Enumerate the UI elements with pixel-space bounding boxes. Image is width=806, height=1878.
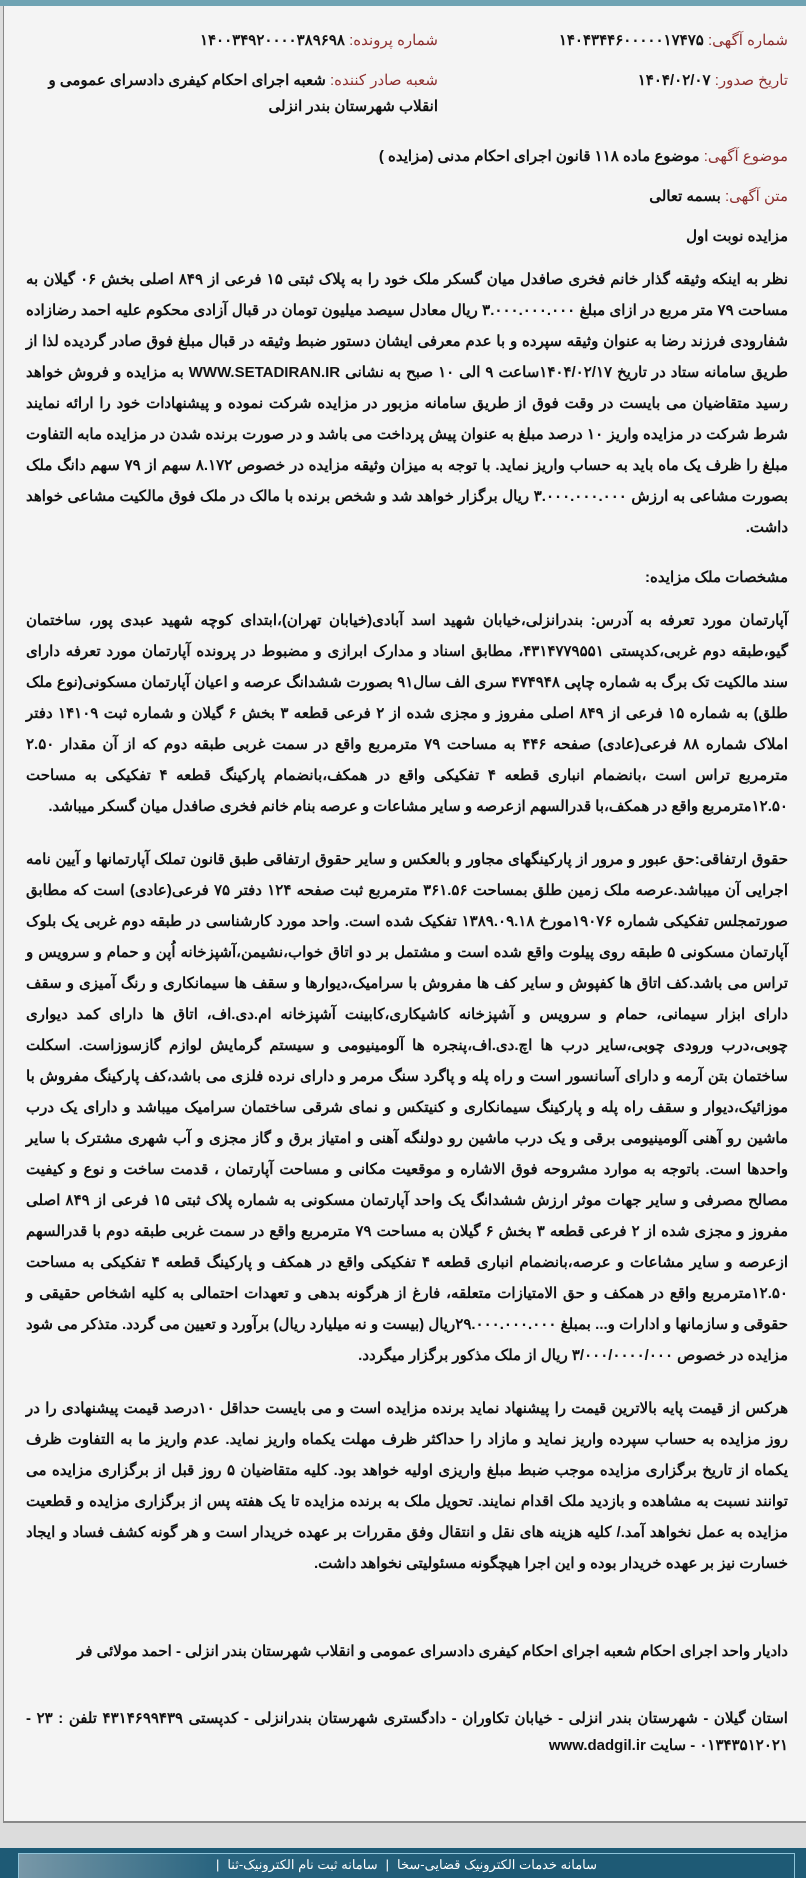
ad-text-intro: متن آگهی: بسمه تعالی bbox=[649, 188, 788, 205]
specs-heading: مشخصات ملک مزایده: bbox=[645, 569, 788, 586]
notice-content bbox=[26, 28, 788, 1759]
signature: دادیار واحد اجرای احکام شعبه اجرای احکام کیفری دادسرای عمومی و انقلاب شهرستان بندر انزلی - احمد مولائی فر bbox=[77, 1643, 788, 1660]
notice-panel bbox=[3, 6, 806, 1823]
footer-link-sana[interactable]: سامانه ثبت نام الکترونیک-ثنا bbox=[227, 1857, 378, 1872]
footer-link-sakha[interactable]: سامانه خدمات الکترونیک قضایی-سخا bbox=[397, 1857, 598, 1872]
issue-date: تاریخ صدور: ۱۴۰۴/۰۲/۰۷ bbox=[637, 72, 788, 89]
footer-separator: | bbox=[215, 1857, 220, 1872]
footer-separator: | bbox=[385, 1857, 390, 1872]
file-number: شماره پرونده: ۱۴۰۰۳۴۹۲۰۰۰۰۳۸۹۶۹۸ bbox=[199, 32, 438, 49]
header-row-2 bbox=[26, 68, 788, 120]
contact-address: استان گیلان - شهرستان بندر انزلی - خیابان تکاوران - دادگستری شهرستان بندرانزلی - کدپستی ۴۳۱۴۶۹۹۴۳۹ تلفن : ۲۳ - ۰۱۳۴۳۵۱۲۰۲۱ - سایت www.dadgil.ir bbox=[26, 1710, 788, 1754]
paragraph-auction-terms: نظر به اینکه وثیقه گذار خانم فخری صافدل میان گسکر ملک خود را به پلاک ثبتی ۱۵ فرعی از ۸۴۹ اصلی بخش ۰۶ گیلان به مساحت ۷۹ متر مربع در ازای مبلغ ۳.۰۰۰.۰۰۰.۰۰۰ ریال معادل سیصد میلیون تومان در قبال آزادی محکوم علیه احمد رضازاده شفارودی فرزند رضا به عنوان وثیقه سپرده و با عدم معرفی ایشان دستور ضبط وثیقه در قبال مبلغ فوق صادر گردیده لذا از طریق سامانه ستاد در تاریخ ۱۴۰۴/۰۲/۱۷ساعت ۹ الی ۱۰ صبح به نشانی WWW.SETADIRAN.IR به مزایده و فروش خواهد رسید متقاضیان می بایست در وقت فوق از طریق سامانه مزبور در مزایده شرکت نموده و پیشنهادات خود را ارائه نمایند شرط شرکت در مزایده واریز ۱۰ درصد مبلغ به عنوان پیش پرداخت می باشد و در صورت برنده شدن در مزایده مابه التفاوت مبلغ را ظرف یک ماه باید به حساب واریز نماید. با توجه به میزان وثیقه مزایده در خصوص ۸.۱۷۲ سهم از ۷۹ سهم دانگ ملک بصورت مشاعی به ارزش ۳.۰۰۰.۰۰۰.۰۰۰ ریال برگزار خواهد شد و شخص برنده با مالک در ملک فوق مالکیت مشاعی خواهد داشت. bbox=[26, 271, 789, 536]
footer-links bbox=[18, 1853, 795, 1878]
header-row-1 bbox=[26, 28, 788, 54]
ad-number: شماره آگهی: ۱۴۰۴۳۴۴۶۰۰۰۰۰۱۷۴۷۵ bbox=[558, 32, 788, 49]
footer-gap bbox=[0, 1823, 806, 1848]
paragraph-property-specs: آپارتمان مورد تعرفه به آدرس: بندرانزلی،خیابان شهید اسد آبادی(خیابان تهران)،ابتدای کوچه شهید عبدی پور، ساختمان گیو،طبقه دوم غربی،کدپستی ۴۳۱۴۷۷۹۵۵۱، مطابق اسناد و مدارک ابرازی و مضبوط در پرونده آپارتمان مورد تعرفه دارای سند مالکیت تک برگ به شماره چاپی ۴۷۴۹۴۸ سری الف سال۹۱ بصورت ششدانگ عرصه و اعیان آپارتمان مسکونی(نوع ملک طلق) به شماره ۱۵ فرعی از ۸۴۹ اصلی مفروز و مجزی شده از ۲ فرعی قطعه ۳ بخش ۶ گیلان و شماره ثبت ۱۴۱۰۹ دفتر املاک شماره ۸۸ فرعی(عادی) صفحه ۴۴۶ به مساحت ۷۹ مترمربع واقع در سمت غربی طبقه دوم که از آن مقدار ۲.۵۰ مترمربع تراس است ،بانضمام انباری قطعه ۴ تفکیکی واقع در همکف،بانضمام پارکینگ قطعه ۴ تفکیکی به مساحت ۱۲.۵۰مترمربع واقع در همکف،با قدرالسهم ازعرصه و سایر مشاعات و عرصه بنام خانم فخری صافدل میان گسکر میباشد. bbox=[26, 612, 789, 815]
paragraph-bidding-rules: هرکس از قیمت پایه بالاترین قیمت را پیشنهاد نماید برنده مزایده است و می بایست حداقل ۱۰درصد قیمت پیشنهادی را در روز مزایده به حساب سپرده واریز نماید و مازاد را حداکثر ظرف مهلت یکماه واریز نماید. عدم واریز ما به التفاوت ظرف یکماه از تاریخ برگزاری مزایده موجب ضبط مبلغ واریزی اولیه خواهد بود. کلیه متقاضیان ۵ روز قبل از برگزاری مزایده می توانند نسبت به مشاهده و بازدید ملک اقدام نمایند. تحویل ملک به برنده مزایده تا یک هفته پس از برگزاری مزایده و قطعیت مزایده به عمل نخواهد آمد./ کلیه هزینه های نقل و انتقال وفق مقررات بر عهده خریدار است و هر گونه کشف فساد و ایجاد خسارت نیز بر عهده خریدار بوده و این اجرا هیچگونه مسئولیتی نخواهد داشت. bbox=[26, 1400, 789, 1572]
paragraph-easement-valuation: حقوق ارتفاقی:حق عبور و مرور از پارکینگهای مجاور و بالعکس و سایر حقوق ارتفاقی طبق قانون تملک آپارتمانها و آیین نامه اجرایی آن میباشد.عرصه ملک زمین طلق بمساحت ۳۶۱.۵۶ مترمربع ثبت صفحه ۱۲۴ دفتر ۷۵ فرعی(عادی) است که مطابق صورتمجلس تفکیکی شماره ۱۹۰۷۶مورخ ۱۳۸۹.۰۹.۱۸ تفکیک شده است. واحد مورد کارشناسی در طبقه دوم غربی یک بلوک آپارتمان مسکونی ۵ طبقه روی پیلوت واقع شده است و مشتمل بر دو اتاق خواب،نشیمن،آشپزخانه اُپن و حمام و سرویس و تراس می باشد.کف اتاق ها کفپوش و سایر کف ها مفروش با سرامیک،دیوارها و سقف ها سیمانکاری و رنگ آمیزی و سقف دارای ابزار سیمانی، حمام و سرویس و آشپزخانه کاشیکاری،کابینت آشپزخانه ام.دی.اف، اتاق ها دارای کمد دیواری چوبی،درب ورودی چوبی،سایر درب ها اچ.دی.اف،پنجره ها آلومینیومی و سیستم گرمایش لوازم گازسوزاست. اسکلت ساختمان بتن آرمه و دارای آسانسور است و راه پله و پاگرد سنگ مرمر و دارای نرده فلزی می باشد،کف پارکینگ مفروش با موزائیک،دیوار و سقف راه پله و پارکینگ سیمانکاری و کنیتکس و نمای شرقی ساختمان سرامیک میباشد و دارای یک درب ماشین رو آهنی آلومینیومی برقی و یک درب ماشین رو دولنگه آهنی و امتیاز برق و گاز مجزی و آب شهری مشترک با سایر واحدها است. باتوجه به موارد مشروحه فوق الاشاره و موقعیت مکانی و مساحت آپارتمان ، قدمت ساخت و نوع و کیفیت مصالح مصرفی و سایر جهات موثر ارزش ششدانگ یک واحد آپارتمان مسکونی به شماره پلاک ثبتی ۱۵ فرعی از ۸۴۹ اصلی مفروز و مجزی شده از ۲ فرعی قطعه ۳ بخش ۶ گیلان به مساحت ۷۹ مترمربع واقع در سمت غربی طبقه دوم با قدرالسهم ازعرصه و سایر مشاعات و عرصه،بانضمام انباری قطعه ۴ تفکیکی واقع در همکف و پارکینگ قطعه ۴ تفکیکی به مساحت ۱۲.۵۰مترمربع واقع در همکف و حق الامتیازات متعلقه، فارغ از هرگونه بدهی و تعهدات احتمالی به کلیه اشخاص حقیقی و حقوقی و سازمانها و ادارات و... بمبلغ ۲۹.۰۰۰.۰۰۰.۰۰۰ریال (بیست و نه میلیارد ریال) برآورد و تعیین می گردد. متذکر می شود مزایده در خصوص ۳/۰۰۰/۰۰۰۰/۰۰۰ ریال از ملک مذکور برگزار میگردد. bbox=[26, 851, 788, 1364]
ad-subject: موضوع آگهی: موضوع ماده ۱۱۸ قانون اجرای احکام مدنی (مزایده ) bbox=[378, 148, 788, 165]
footer-bar bbox=[0, 1848, 806, 1878]
auction-heading: مزایده نوبت اول bbox=[686, 228, 788, 245]
issuing-branch: شعبه صادر کننده: شعبه اجرای احکام کیفری دادسرای عمومی و انقلاب شهرستان بندر انزلی bbox=[48, 72, 438, 115]
